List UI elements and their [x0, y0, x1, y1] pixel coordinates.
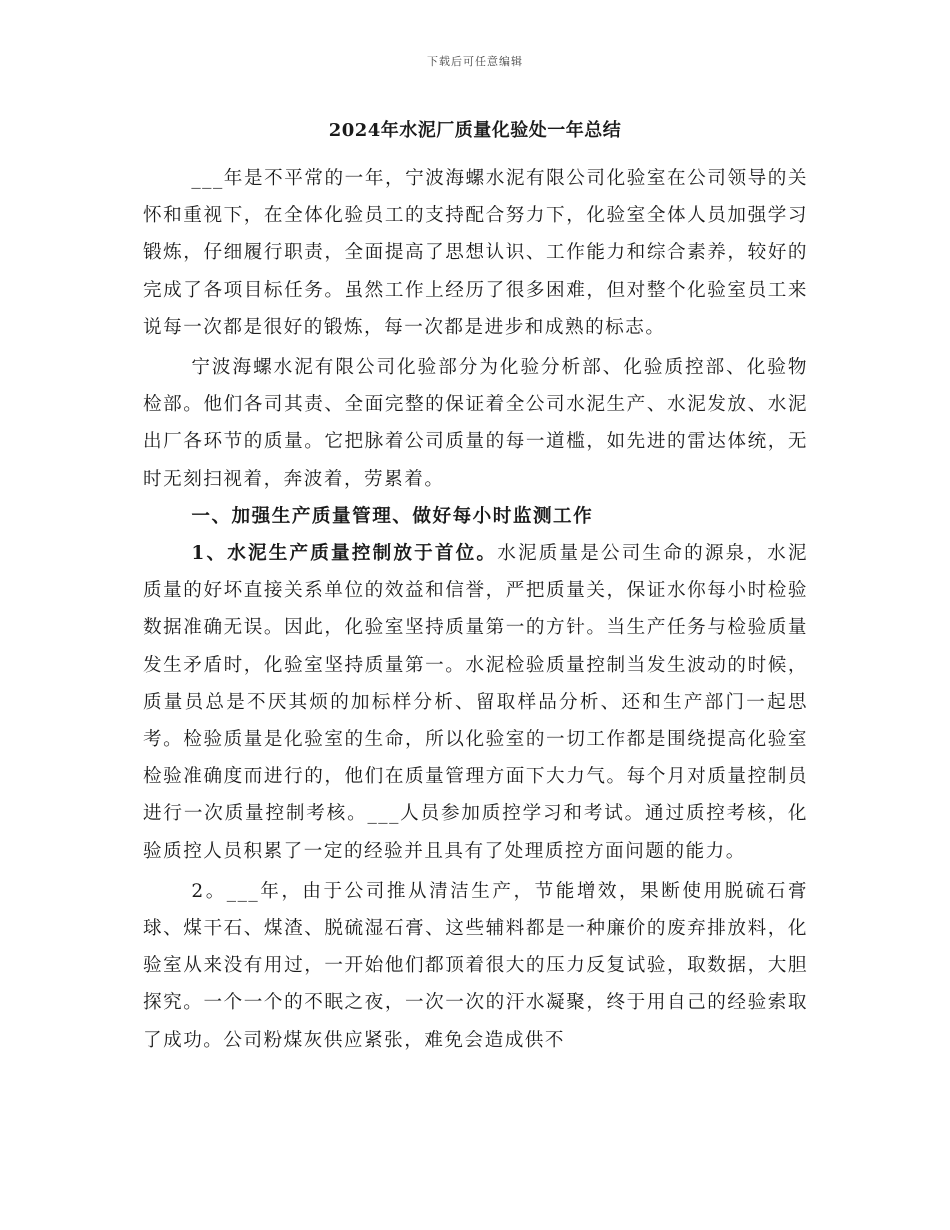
paragraph-item-2: 2。___年，由于公司推从清洁生产，节能增效，果断使用脱硫石膏球、煤干石、煤渣、脱硫湿石膏、这些辅料都是一种廉价的废弃排放料，化验室从来没有用过，一开始他们都顶着很大的压力反复试验，取数据，大胆探究。一个一个的不眠之夜，一次一次的汗水凝聚，终于用自己的经验索取了成功。公司粉煤灰供应紧张，难免会造成供不: [143, 880, 808, 1051]
document-title: 2024年水泥厂质量化验处一年总结: [328, 120, 622, 141]
paragraph-item-1: [143, 535, 808, 870]
paragraph-departments: 宁波海螺水泥有限公司化验部分为化验分析部、化验质控部、化验物检部。他们各司其责、全面完整的保证着全公司水泥生产、水泥发放、水泥出厂各环节的质量。它把脉着公司质量的每一道槛，如先进的雷达体统，无时无刻扫视着，奔波着，劳累着。: [143, 357, 808, 490]
document-body: [143, 160, 808, 1059]
page-header-note: 下载后可任意编辑: [427, 55, 523, 68]
paragraph-intro: ___年是不平常的一年，宁波海螺水泥有限公司化验室在公司领导的关怀和重视下，在全体化验员工的支持配合努力下，化验室全体人员加强学习锻炼，仔细履行职责，全面提高了思想认识、工作能力和综合素养，较好的完成了各项目标任务。虽然工作上经历了很多困难，但对整个化验室员工来说每一次都是很好的锻炼，每一次都是进步和成熟的标志。: [143, 168, 808, 338]
item-1-text: 水泥质量是公司生命的源泉，水泥质量的好坏直接关系单位的效益和信誉，严把质量关，保证水你每小时检验数据准确无误。因此，化验室坚持质量第一的方针。当生产任务与检验质量发生矛盾时，化验室坚持质量第一。水泥检验质量控制当发生波动的时候，质量员总是不厌其烦的加标样分析、留取样品分析、还和生产部门一起思考。检验质量是化验室的生命，所以化验室的一切工作都是围绕提高化验室检验准确度而进行的，他们在质量管理方面下大力气。每个月对质量控制员进行一次质量控制考核。___人员参加质控学习和考试。通过质控考核，化验质控人员积累了一定的经验并且具有了处理质控方面问题的能力。: [143, 543, 808, 862]
item-1-lead: 1、水泥生产质量控制放于首位。: [191, 543, 498, 565]
section-heading: 一、加强生产质量管理、做好每小时监测工作: [191, 505, 594, 527]
